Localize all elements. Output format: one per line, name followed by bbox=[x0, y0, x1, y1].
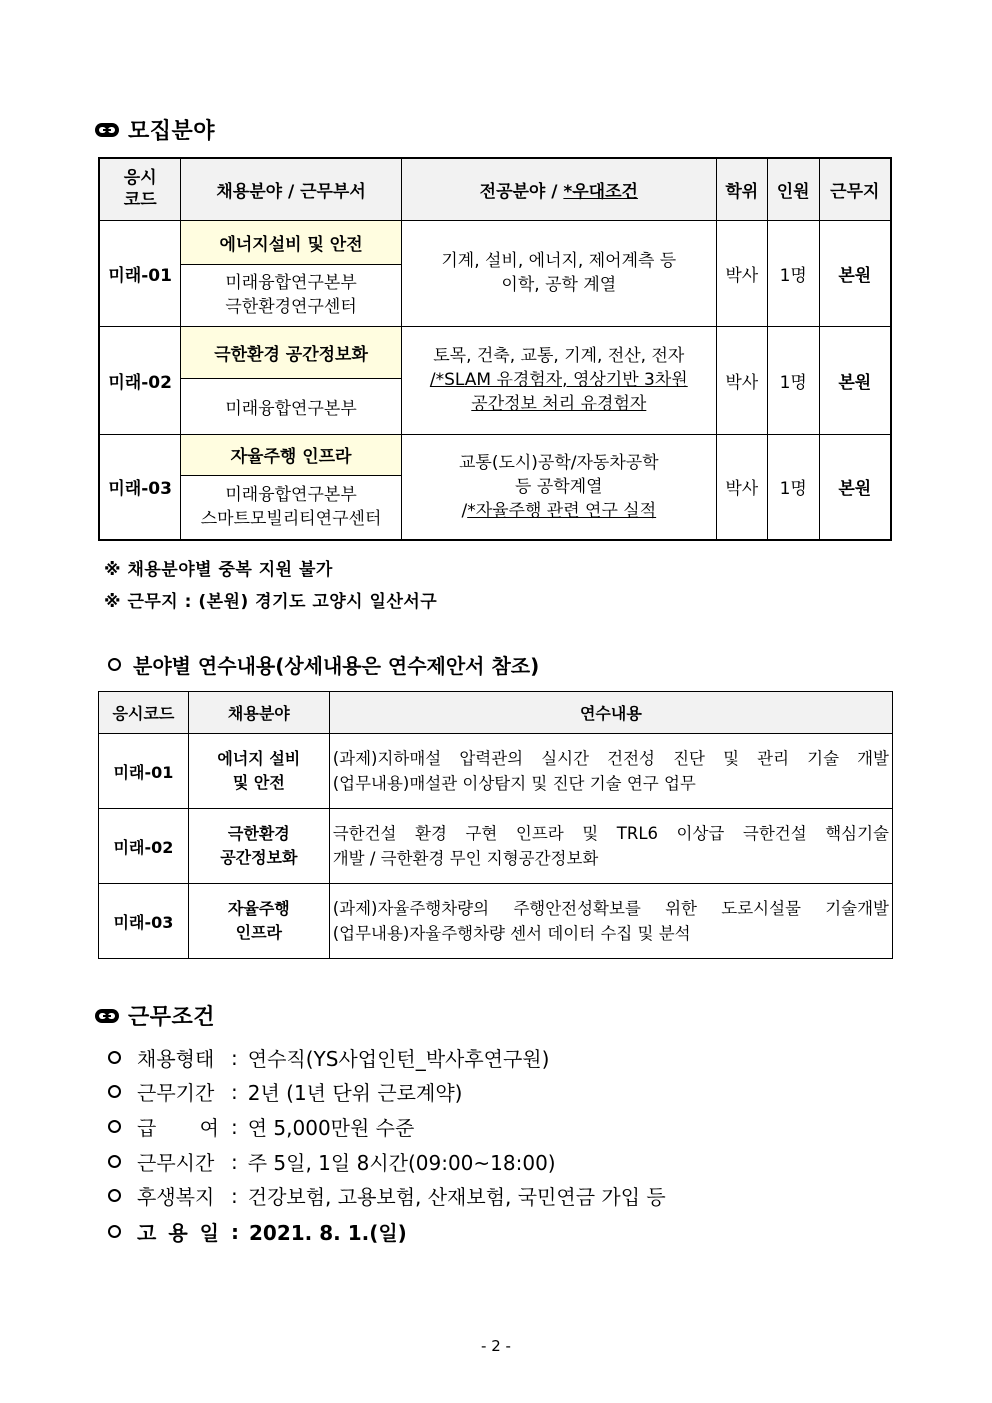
row-field: 자율주행 인프라 bbox=[188, 884, 329, 959]
row-degree: 박사 bbox=[716, 220, 767, 326]
table-row bbox=[99, 220, 891, 264]
row-field: 극한환경 공간정보화 bbox=[181, 326, 401, 378]
table-header-row bbox=[99, 692, 893, 734]
row-location: 본원 bbox=[819, 220, 891, 326]
training-table bbox=[98, 691, 893, 959]
note-duplicate: ※ 채용분야별 중복 지원 불가 bbox=[104, 560, 333, 580]
row-content: (과제)자율주행차량의 주행안전성확보를 위한 도로시설물 기술개발 (업무내용)자율주행차량 센서 데이터 수집 및 분석 bbox=[329, 884, 892, 959]
circle-bullet-icon bbox=[108, 1085, 121, 1098]
section-title-conditions bbox=[94, 1000, 215, 1031]
condition-welfare: 후생복지 : 건강보험, 고용보험, 산재보험, 국민연금 가입 등 bbox=[108, 1181, 666, 1210]
row-field: 자율주행 인프라 bbox=[181, 434, 401, 475]
table-row bbox=[99, 434, 891, 475]
header-code: 응시 코드 bbox=[99, 158, 181, 220]
row-count: 1명 bbox=[767, 220, 819, 326]
section-title-text: 분야별 연수내용(상세내용은 연수제안서 참조) bbox=[133, 654, 540, 678]
section-title-recruitment bbox=[94, 114, 215, 145]
row-major: 기계, 설비, 에너지, 제어계측 등 이학, 공학 계열 bbox=[401, 220, 716, 326]
recruitment-table bbox=[98, 157, 892, 541]
row-code: 미래-01 bbox=[99, 220, 181, 326]
circle-bullet-icon bbox=[108, 1225, 121, 1238]
row-dept: 미래융합연구본부 스마트모빌리티연구센터 bbox=[181, 475, 401, 540]
header-location: 근무지 bbox=[819, 158, 891, 220]
row-dept: 미래융합연구본부 극한환경연구센터 bbox=[181, 264, 401, 326]
condition-hire-date: 고 용 일 : 2021. 8. 1.(일) bbox=[108, 1217, 407, 1246]
row-code: 미래-03 bbox=[99, 434, 181, 540]
header-count: 인원 bbox=[767, 158, 819, 220]
table-row bbox=[99, 734, 893, 809]
row-major: 토목, 건축, 교통, 기계, 전산, 전자 /*SLAM 유경험자, 영상기반 3차원 공간정보 처리 유경험자 bbox=[401, 326, 716, 434]
row-dept: 미래융합연구본부 bbox=[181, 378, 401, 434]
row-code: 미래-02 bbox=[99, 809, 189, 884]
row-count: 1명 bbox=[767, 434, 819, 540]
section-title-text: 근무조건 bbox=[128, 1005, 216, 1030]
note-location: ※ 근무지 : (본원) 경기도 고양시 일산서구 bbox=[104, 592, 438, 612]
row-field: 에너지설비 및 안전 bbox=[181, 220, 401, 264]
header-degree: 학위 bbox=[716, 158, 767, 220]
table-row bbox=[99, 326, 891, 378]
condition-salary: 급 여 : 연 5,000만원 수준 bbox=[108, 1112, 414, 1141]
circle-bullet-icon bbox=[108, 658, 121, 671]
row-major: 교통(도시)공학/자동차공학 등 공학계열 /*자율주행 관련 연구 실적 bbox=[401, 434, 716, 540]
header-field: 채용분야 / 근무부서 bbox=[181, 158, 401, 220]
header-major: 전공분야 / *우대조건 bbox=[401, 158, 716, 220]
circle-bullet-icon bbox=[108, 1189, 121, 1202]
circle-bullet-icon bbox=[108, 1155, 121, 1168]
section-title-training bbox=[108, 650, 539, 679]
row-content: (과제)지하매설 압력관의 실시간 건전성 진단 및 관리 기술 개발 (업무내용)매설관 이상탐지 및 진단 기술 연구 업무 bbox=[329, 734, 892, 809]
condition-hours: 근무시간 : 주 5일, 1일 8시간(09:00~18:00) bbox=[108, 1147, 556, 1176]
header-field: 채용분야 bbox=[188, 692, 329, 734]
row-content: 극한건설 환경 구현 인프라 및 TRL6 이상급 극한건설 핵심기술 개발 / 극한환경 무인 지형공간정보화 bbox=[329, 809, 892, 884]
table-row bbox=[99, 809, 893, 884]
section-title-text: 모집분야 bbox=[128, 119, 216, 144]
row-degree: 박사 bbox=[716, 434, 767, 540]
row-location: 본원 bbox=[819, 434, 891, 540]
row-code: 미래-01 bbox=[99, 734, 189, 809]
header-code: 응시코드 bbox=[99, 692, 189, 734]
table-row bbox=[99, 884, 893, 959]
link-icon bbox=[94, 122, 120, 138]
row-field: 극한환경 공간정보화 bbox=[188, 809, 329, 884]
row-location: 본원 bbox=[819, 326, 891, 434]
table-header-row bbox=[99, 158, 891, 220]
page-number: - 2 - bbox=[481, 1337, 511, 1355]
condition-employment-type: 채용형태 : 연수직(YS사업인턴_박사후연구원) bbox=[108, 1043, 549, 1072]
header-content: 연수내용 bbox=[329, 692, 892, 734]
link-icon bbox=[94, 1008, 120, 1024]
row-field: 에너지 설비 및 안전 bbox=[188, 734, 329, 809]
row-code: 미래-02 bbox=[99, 326, 181, 434]
row-count: 1명 bbox=[767, 326, 819, 434]
condition-period: 근무기간 : 2년 (1년 단위 근로계약) bbox=[108, 1077, 462, 1106]
row-code: 미래-03 bbox=[99, 884, 189, 959]
circle-bullet-icon bbox=[108, 1051, 121, 1064]
row-degree: 박사 bbox=[716, 326, 767, 434]
circle-bullet-icon bbox=[108, 1120, 121, 1133]
